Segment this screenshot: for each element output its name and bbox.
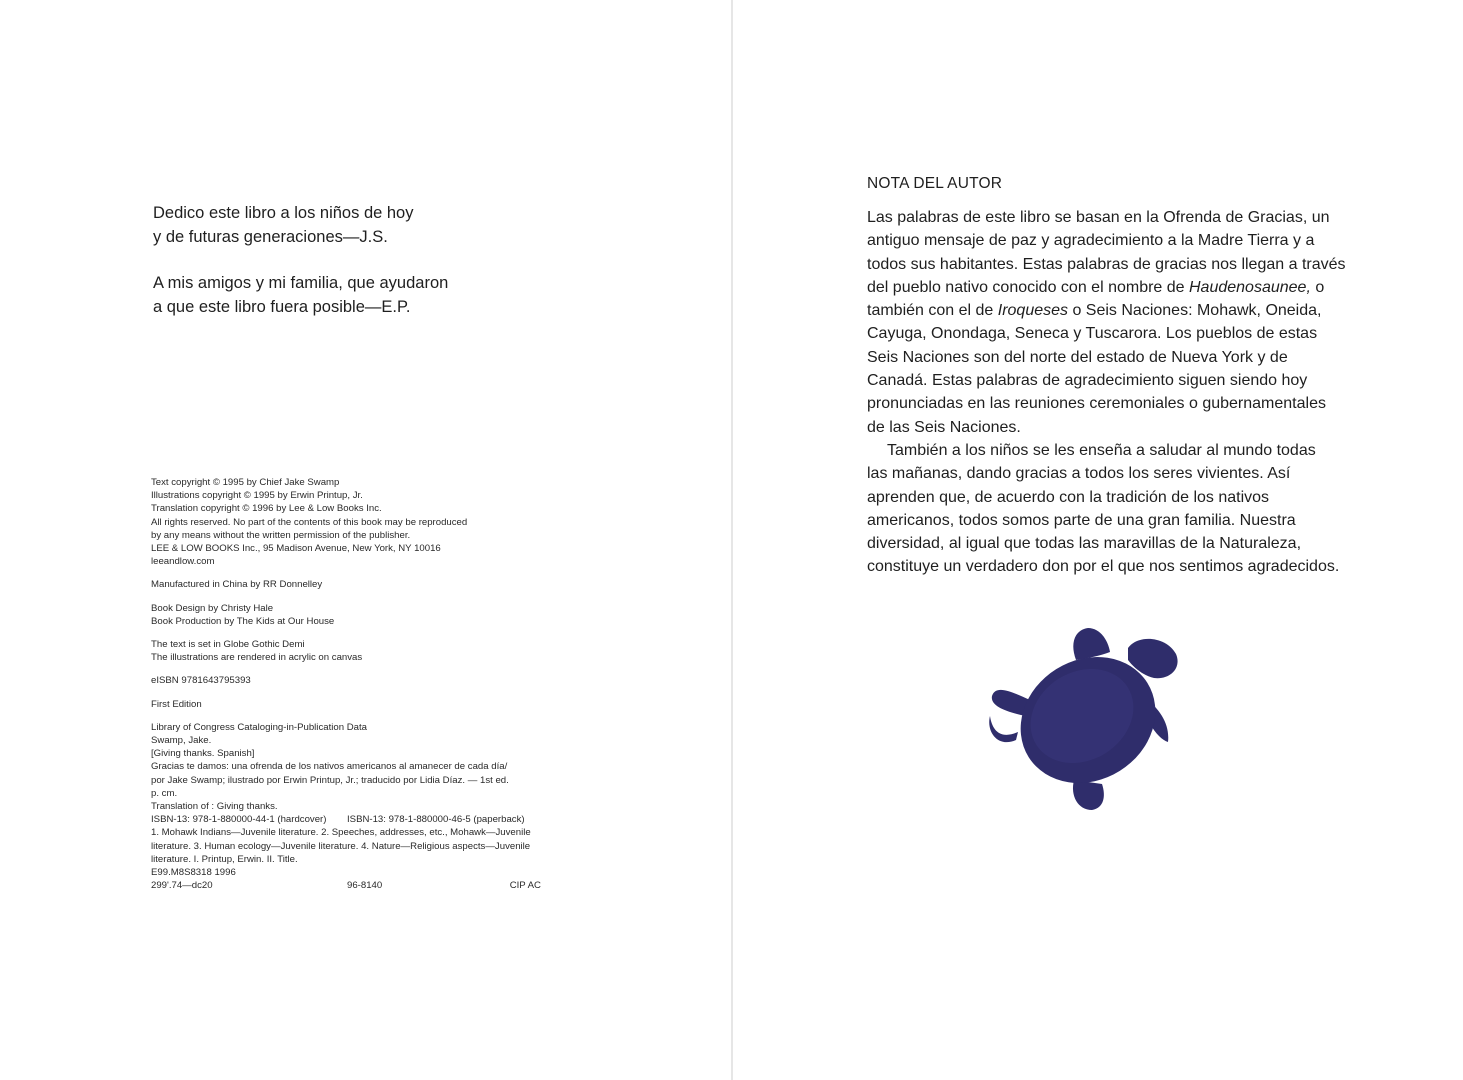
dedication-line: a que este libro fuera posible—E.P. bbox=[153, 297, 411, 316]
design-credit: Book Design by Christy Hale bbox=[151, 602, 274, 614]
cip-line: por Jake Swamp; ilustrado por Erwin Printup, Jr.; traducido por Lidia Díaz. — 1st ed. bbox=[151, 774, 509, 786]
dedication-line: y de futuras generaciones—J.S. bbox=[153, 227, 388, 246]
note-line: pronunciadas en las reuniones ceremoniales o gubernamentales bbox=[867, 395, 1326, 413]
note-line: americanos, todos somos parte de una gran familia. Nuestra bbox=[867, 511, 1296, 529]
edition: First Edition bbox=[151, 698, 202, 710]
left-page bbox=[0, 0, 731, 1080]
isbn-row bbox=[151, 813, 541, 826]
author-note bbox=[867, 206, 1347, 579]
illustration-medium-line: The illustrations are rendered in acrylic on canvas bbox=[151, 652, 363, 664]
haudenosaunee-term: Haudenosaunee, bbox=[1189, 278, 1311, 296]
dedication-line: Dedico este libro a los niños de hoy bbox=[153, 204, 414, 222]
cip-line: literature. 3. Human ecology—Juvenile literature. 4. Nature—Religious aspects—Juvenile bbox=[151, 840, 531, 852]
copyright-block bbox=[151, 476, 541, 892]
note-line: antiguo mensaje de paz y agradecimiento a la Madre Tierra y a bbox=[867, 232, 1315, 250]
turtle-icon bbox=[978, 620, 1198, 820]
class-number: 299'.74—dc20 bbox=[151, 880, 213, 892]
isbn-paperback: ISBN-13: 978-1-880000-46-5 (paperback) bbox=[347, 814, 525, 826]
isbn-hardcover: ISBN-13: 978-1-880000-44-1 (hardcover) bbox=[151, 814, 327, 826]
copyright-line: Translation copyright © 1996 by Lee & Low Books Inc. bbox=[151, 503, 382, 515]
production-credit: Book Production by The Kids at Our House bbox=[151, 615, 335, 627]
cip-line: E99.M8S8318 1996 bbox=[151, 867, 236, 879]
publisher-website: leeandlow.com bbox=[151, 556, 215, 568]
note-line: Seis Naciones son del norte del estado de Nueva York y de bbox=[867, 348, 1288, 366]
cip-ac: CIP AC bbox=[509, 880, 541, 892]
note-line: También a los niños se les enseña a saludar al mundo todas bbox=[887, 441, 1316, 459]
cip-line: p. cm. bbox=[151, 787, 178, 799]
cip-line: [Giving thanks. Spanish] bbox=[151, 748, 255, 760]
classification-row bbox=[151, 879, 541, 892]
publisher-address: LEE & LOW BOOKS Inc., 95 Madison Avenue, New York, NY 10016 bbox=[151, 543, 441, 555]
note-title: NOTA DEL AUTOR bbox=[867, 175, 1003, 192]
dedication bbox=[153, 202, 573, 319]
note-line: Las palabras de este libro se basan en la Ofrenda de Gracias, un bbox=[867, 209, 1330, 226]
copyright-line: Illustrations copyright © 1995 by Erwin Printup, Jr. bbox=[151, 490, 363, 502]
note-line: aprenden que, de acuerdo con la tradición de los nativos bbox=[867, 488, 1270, 506]
note-line: Canadá. Estas palabras de agradecimiento siguen siendo hoy bbox=[867, 372, 1308, 390]
cip-line: literature. I. Printup, Erwin. II. Title. bbox=[151, 853, 298, 865]
note-line: diversidad, al igual que todas las maravillas de la Naturaleza, bbox=[867, 535, 1302, 553]
note-line: también con el de Iroqueses o Seis Naciones: Mohawk, Oneida, bbox=[867, 302, 1322, 320]
iroqueses-term: Iroqueses bbox=[997, 302, 1069, 320]
cip-line: Library of Congress Cataloging-in-Publication Data bbox=[151, 721, 367, 733]
note-line: del pueblo nativo conocido con el nombre de Haudenosaunee, o bbox=[867, 278, 1325, 296]
note-line: todos sus habitantes. Estas palabras de gracias nos llegan a través bbox=[867, 255, 1346, 273]
cip-line: 1. Mohawk Indians—Juvenile literature. 2. Speeches, addresses, etc., Mohawk—Juvenile bbox=[151, 827, 531, 839]
note-line: de las Seis Naciones. bbox=[867, 418, 1021, 436]
eisbn: eISBN 9781643795393 bbox=[151, 675, 251, 687]
note-line: constituye un verdadero don por el que nos sentimos agradecidos. bbox=[867, 558, 1340, 576]
copyright-line: All rights reserved. No part of the contents of this book may be reproduced bbox=[151, 516, 468, 528]
lccn: 96-8140 bbox=[347, 880, 383, 892]
typeset-line: The text is set in Globe Gothic Demi bbox=[151, 639, 305, 651]
cip-line: Gracias te damos: una ofrenda de los nativos americanos al amanecer de cada día/ bbox=[151, 761, 508, 773]
note-line: Cayuga, Onondaga, Seneca y Tuscarora. Los pueblos de estas bbox=[867, 325, 1318, 343]
note-line: las mañanas, dando gracias a todos los seres vivientes. Así bbox=[867, 465, 1291, 483]
dedication-line: A mis amigos y mi familia, que ayudaron bbox=[153, 274, 449, 292]
copyright-line: Text copyright © 1995 by Chief Jake Swamp bbox=[151, 477, 340, 488]
copyright-line: by any means without the written permission of the publisher. bbox=[151, 529, 411, 541]
manufactured-line: Manufactured in China by RR Donnelley bbox=[151, 579, 323, 591]
cip-line: Swamp, Jake. bbox=[151, 735, 212, 747]
cip-line: Translation of : Giving thanks. bbox=[151, 801, 278, 813]
